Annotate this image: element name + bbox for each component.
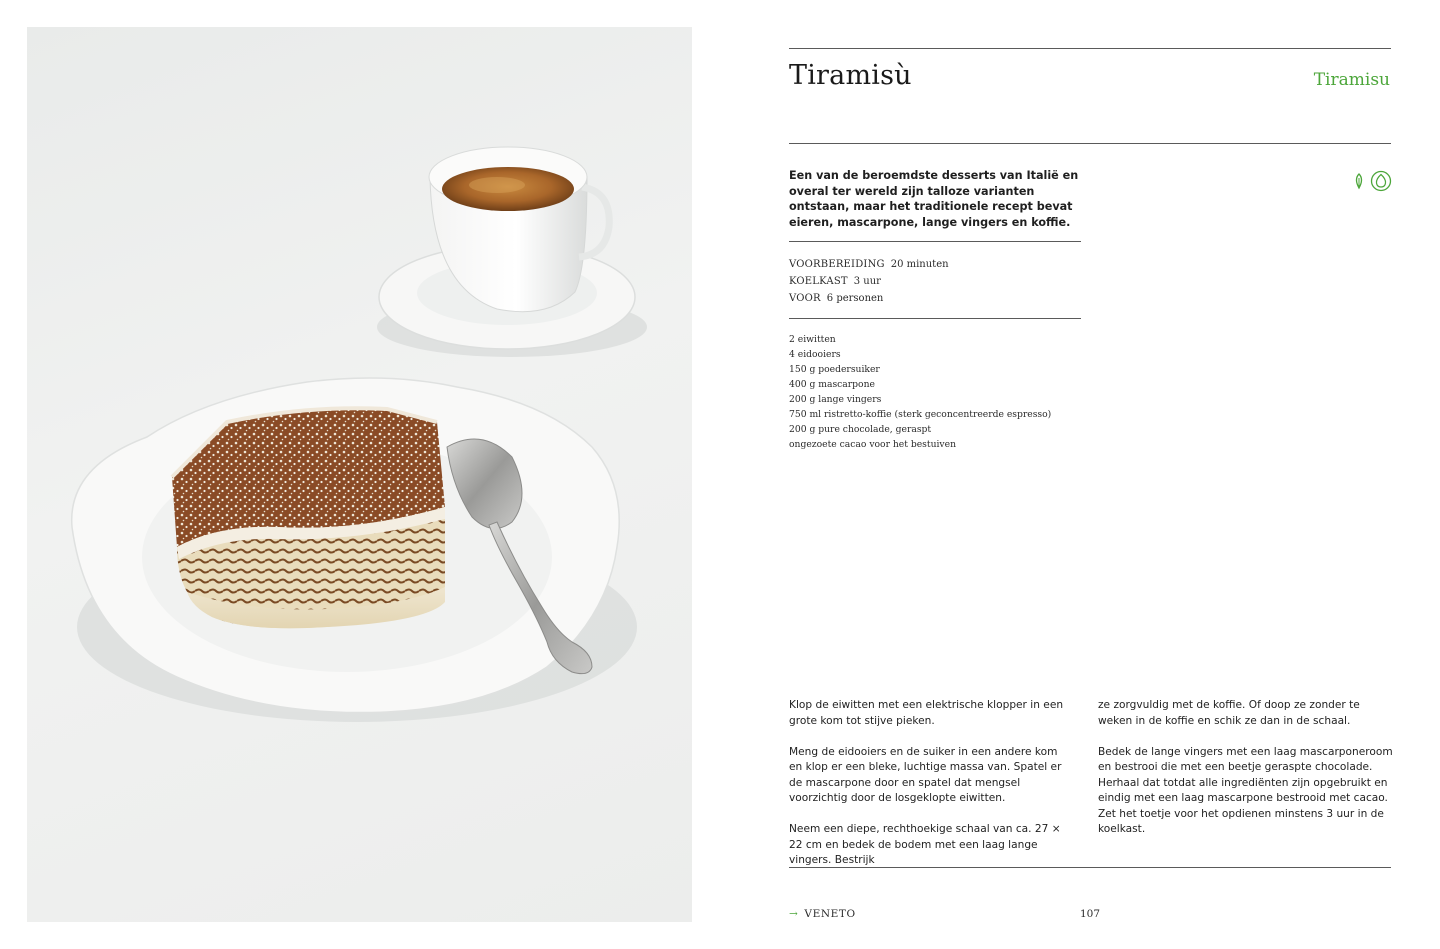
egg-icon — [1372, 172, 1391, 191]
meta-value: 3 uur — [853, 276, 881, 288]
recipe-title-translation: Tiramisu — [1313, 70, 1390, 90]
method-step: Bedek de lange vingers met een laag mascarponeroom en bestrooi die met een beetje geraspte chocolade. Herhaal dat totdat alle ingrediënten zijn opgebruikt en eindig met een laag mascarpone bestrooid met cacao. Zet het toetje voor het opdienen minstens 3 uur in de koelkast. — [1098, 745, 1393, 835]
page-number: 107 — [1080, 908, 1101, 920]
recipe-title: Tiramisù — [789, 60, 912, 91]
meta-row-fridge — [789, 273, 949, 290]
footer-rule — [789, 867, 1391, 868]
meta-row-preparation — [789, 256, 949, 273]
title-bottom-rule — [789, 143, 1391, 144]
diet-icons — [1352, 170, 1392, 192]
arrow-right-icon: → — [789, 908, 799, 920]
top-rule — [789, 48, 1391, 49]
ingredient-item: 4 eidooiers — [789, 349, 841, 360]
ingredient-item: 400 g mascarpone — [789, 379, 875, 390]
region-label: VENETO — [804, 908, 856, 920]
ingredient-item: ongezoete cacao voor het bestuiven — [789, 439, 956, 450]
method-step: Meng de eidooiers en de suiker in een andere kom en klop er een bleke, luchtige massa van. Spatel er de mascarpone door en spatel dat mengsel voorzichtig door de losgeklopte eiwitten. — [789, 745, 1062, 804]
ingredient-item: 2 eiwitten — [789, 334, 836, 345]
recipe-meta — [789, 256, 949, 308]
meta-value: 20 minuten — [890, 259, 949, 270]
meta-key: KOELKAST — [789, 276, 848, 288]
ingredient-list — [789, 332, 1051, 452]
recipe-intro: Een van de beroemdste desserts van Italië en overal ter wereld zijn talloze varianten ontstaan, maar het traditionele recept bevat eieren, mascarpone, lange vingers en koffie. — [789, 169, 1079, 229]
tiramisu-photo — [27, 27, 692, 922]
meta-bottom-rule — [789, 318, 1081, 319]
vegetarian-leaf-icon — [1357, 174, 1362, 188]
intro-bottom-rule — [789, 241, 1081, 242]
meta-row-servings — [789, 290, 949, 307]
meta-value: 6 personen — [826, 293, 884, 305]
ingredient-item: 200 g pure chocolade, geraspt — [789, 424, 932, 435]
ingredient-item: 200 g lange vingers — [789, 394, 882, 405]
method-step: Neem een diepe, rechthoekige schaal van ca. 27 × 22 cm en bedek de bodem met een laag lange vingers. Bestrijk — [789, 823, 1061, 866]
meta-key: VOOR — [789, 293, 821, 305]
meta-key: VOORBEREIDING — [789, 259, 885, 270]
method-column-left — [789, 698, 1074, 884]
ingredient-item: 750 ml ristretto-koffie (sterk geconcentreerde espresso) — [789, 409, 1052, 420]
method-step: ze zorgvuldig met de koffie. Of doop ze zonder te weken in de koffie en schik ze dan in de schaal. — [1098, 699, 1360, 727]
footer-region — [789, 908, 856, 920]
method-step: Klop de eiwitten met een elektrische klopper in een grote kom tot stijve pieken. — [789, 699, 1064, 727]
method-column-right — [1098, 698, 1393, 853]
ingredient-item: 150 g poedersuiker — [789, 364, 880, 375]
